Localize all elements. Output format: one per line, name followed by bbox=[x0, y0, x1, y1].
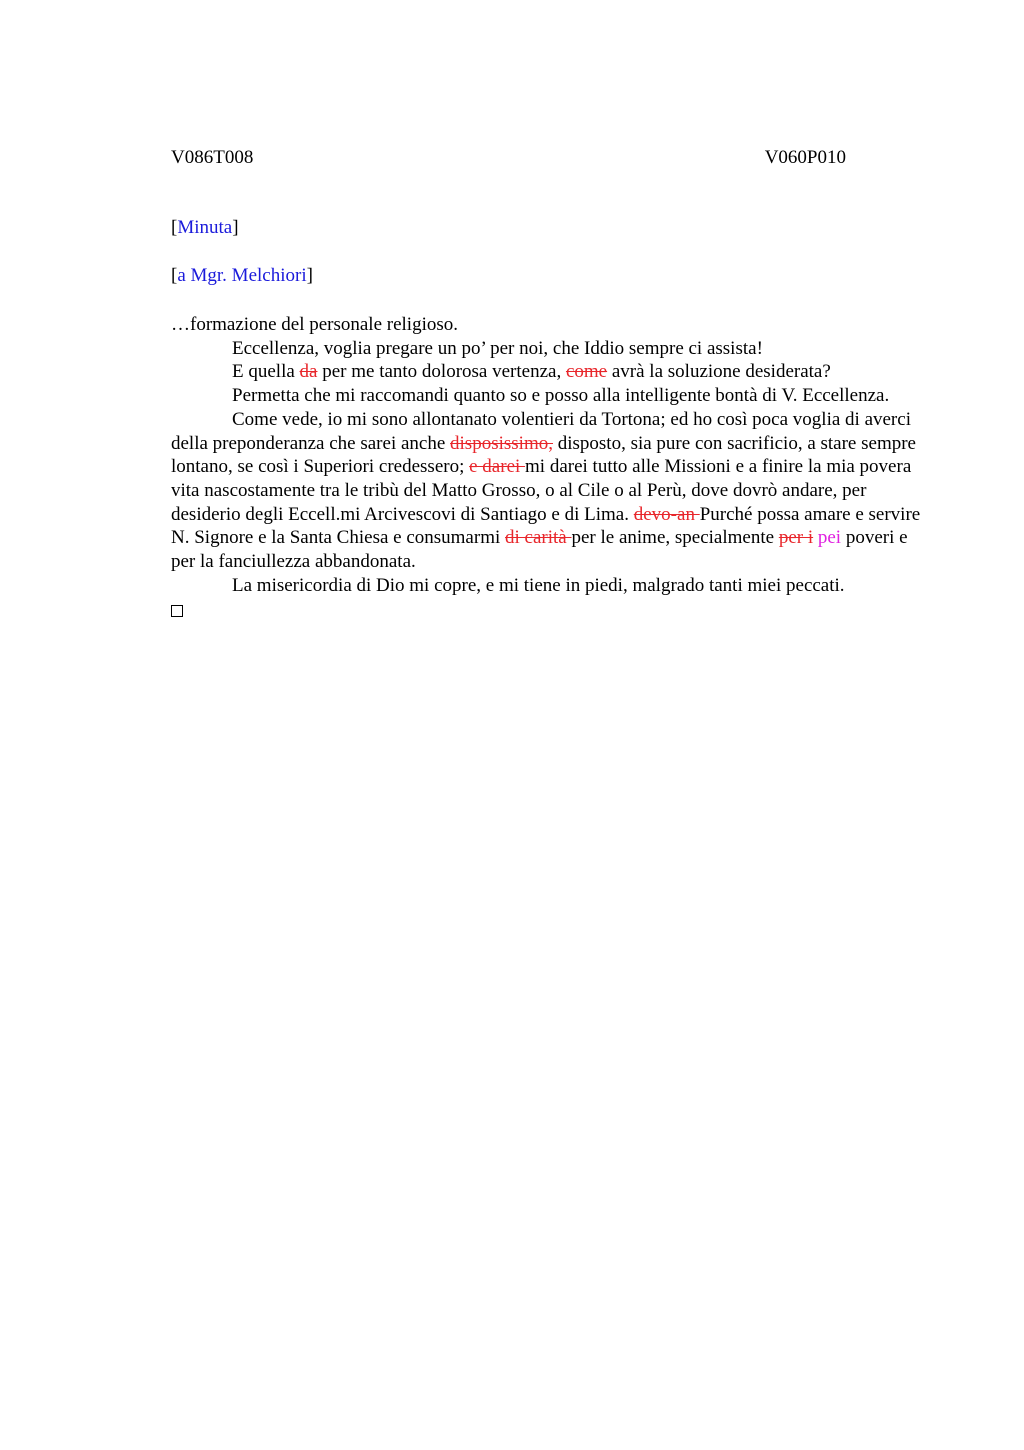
deleted-text: da bbox=[299, 361, 318, 383]
deleted-text: come bbox=[565, 361, 608, 383]
inserted-text: pei bbox=[817, 527, 842, 549]
paragraph-vertenza bbox=[171, 360, 927, 384]
paragraph-missions bbox=[171, 408, 927, 574]
end-of-text-box-icon bbox=[171, 597, 927, 624]
text-segment: disposto, sia pure con sacrificio, a stare sempre lontano, se così i Superiori credessero; bbox=[171, 432, 916, 478]
paragraph-opening: …formazione del personale religioso. bbox=[171, 314, 459, 335]
text-segment: per me tanto dolorosa vertenza, bbox=[317, 361, 566, 383]
editorial-note-recipient bbox=[171, 265, 313, 287]
editorial-note-minuta bbox=[171, 217, 239, 239]
letter-body bbox=[171, 313, 927, 624]
bracket-open: [ bbox=[171, 265, 178, 286]
document-code-left: V086T008 bbox=[171, 147, 254, 168]
text-segment: per le anime, specialmente bbox=[571, 527, 779, 549]
text-segment: Come vede, io mi sono allontanato volentieri da Tortona; ed ho così poca voglia di averci della preponderanza che sarei anche bbox=[171, 408, 911, 454]
text-segment: Purché possa amare e servire N. Signore e la Santa Chiesa e consumarmi bbox=[171, 503, 921, 549]
text-segment: avrà la soluzione desiderata? bbox=[607, 361, 831, 383]
document-header bbox=[171, 147, 846, 171]
deleted-text: e darei bbox=[469, 456, 526, 478]
deleted-text: per i bbox=[778, 527, 814, 549]
bracket-open: [ bbox=[171, 217, 178, 238]
text-segment: E quella bbox=[232, 361, 300, 383]
paragraph-mercy: La misericordia di Dio mi copre, e mi tiene in piedi, malgrado tanti miei peccati. bbox=[232, 574, 845, 596]
paragraph-prayer: Eccellenza, voglia pregare un po’ per noi, che Iddio sempre ci assista! bbox=[232, 337, 763, 359]
text-segment: poveri e per la fanciullezza abbandonata. bbox=[171, 527, 908, 573]
paragraph-recommendation: Permetta che mi raccomandi quanto so e posso alla intelligente bontà di V. Eccellenza. bbox=[232, 385, 890, 407]
text-segment: mi darei tutto alle Missioni e a finire la mia povera vita nascostamente tra le tribù del Matto Grosso, o al Cile o al Perù, dove dovrò andare, per desiderio degli Eccell.mi Arcivescovi di Santiago e di Lima. bbox=[171, 456, 912, 525]
document-code-right: V060P010 bbox=[764, 147, 846, 168]
deleted-text: disposissimo, bbox=[450, 432, 553, 454]
bracket-close: ] bbox=[232, 217, 239, 238]
minuta-label: Minuta bbox=[177, 217, 233, 238]
recipient-label: a Mgr. Melchiori bbox=[177, 265, 307, 286]
deleted-text: devo-an bbox=[633, 503, 700, 525]
bracket-close: ] bbox=[306, 265, 313, 286]
deleted-text: di carità bbox=[505, 527, 572, 549]
